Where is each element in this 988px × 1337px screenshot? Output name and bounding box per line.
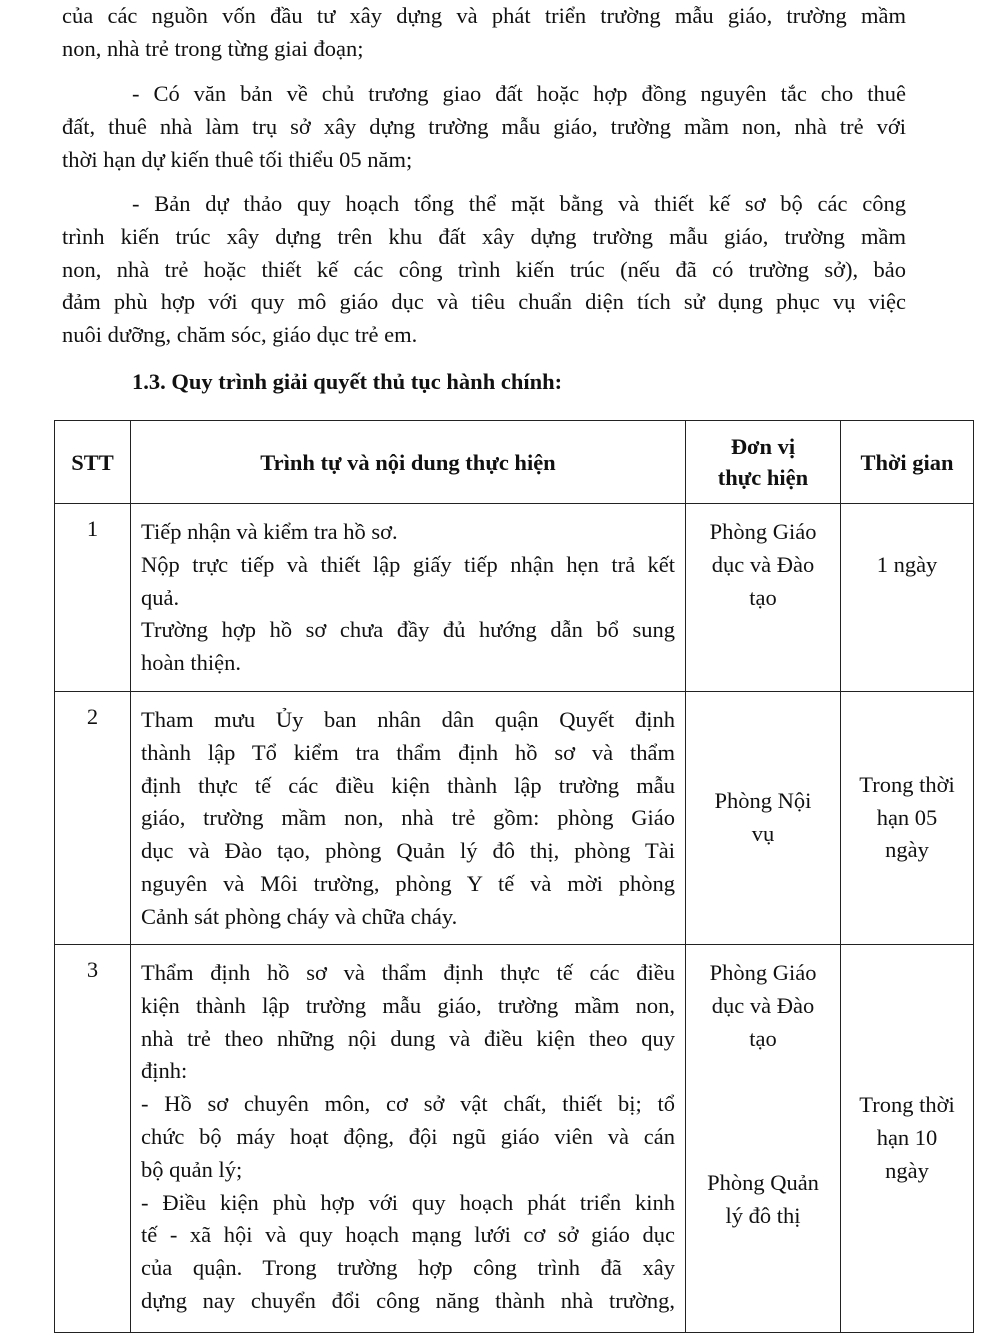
unit-line: vụ xyxy=(751,821,775,846)
unit-group-urban xyxy=(686,1167,840,1233)
row-content xyxy=(131,504,686,692)
time-line: Trong thời xyxy=(859,1092,955,1117)
content-line: thành lập Tổ kiểm tra thẩm định hồ sơ và thẩm xyxy=(141,739,675,765)
unit-line: tạo xyxy=(749,584,777,610)
content-line: dựng nay chuyển đổi công năng thành nhà trường, xyxy=(141,1287,675,1313)
text-line: non, nhà trẻ hoặc thiết kế các công trình kiến trúc (nếu đã có trường sở), bảo xyxy=(62,256,906,282)
table-header-row xyxy=(55,421,974,504)
content-line: - Điều kiện phù hợp với quy hoạch phát triển kinh xyxy=(141,1189,675,1215)
intro-paragraph-1 xyxy=(62,0,906,66)
time-line: ngày xyxy=(885,837,929,863)
content-line: bộ quản lý; xyxy=(141,1156,243,1182)
unit-line: Phòng Nội xyxy=(714,788,812,814)
content-line: quả. xyxy=(141,584,180,610)
content-line: Trường hợp hồ sơ chưa đầy đủ hướng dẫn bổ sung xyxy=(141,617,675,643)
content-line: tế - xã hội và quy hoạch mạng lưới cơ sở giáo dục xyxy=(141,1222,675,1248)
row-time xyxy=(841,692,974,945)
content-line: của quận. Trong trường hợp công trình đã xây xyxy=(141,1255,675,1281)
content-line: nguyên và Môi trường, phòng Y tế và mời phòng xyxy=(141,870,675,896)
unit-line: dục và Đào xyxy=(711,992,815,1018)
content-line: Cảnh sát phòng cháy và chữa cháy. xyxy=(141,903,458,929)
content-line: nhà trẻ theo những nội dung và điều kiện theo quy xyxy=(141,1025,675,1051)
table-row xyxy=(55,504,974,692)
content-line: chức bộ máy hoạt động, đội ngũ giáo viên và cán xyxy=(141,1123,675,1149)
unit-line: Phòng Giáo xyxy=(709,519,817,544)
unit-line: tạo xyxy=(749,1025,777,1051)
time-line: hạn 05 xyxy=(876,804,938,830)
row-stt: 1 xyxy=(55,504,131,692)
content-line: hoàn thiện. xyxy=(141,650,241,676)
text-line: nuôi dưỡng, chăm sóc, giáo dục trẻ em. xyxy=(62,322,418,348)
table-row xyxy=(55,945,974,1333)
unit-line: Phòng Quản xyxy=(707,1170,819,1196)
content-line: Nộp trực tiếp và thiết lập giấy tiếp nhận hẹn trả kết xyxy=(141,551,675,577)
row-unit xyxy=(686,945,841,1333)
content-line: dục và Đào tạo, phòng Quản lý đô thị, phòng Tài xyxy=(141,838,675,864)
intro-paragraph-3 xyxy=(62,188,906,352)
content-line: giáo, trường mầm non, nhà trẻ gồm: phòng Giáo xyxy=(141,805,675,831)
row-content xyxy=(131,692,686,945)
text-line: đảm phù hợp với quy mô giáo dục và tiêu chuẩn diện tích sử dụng phục vụ việc xyxy=(62,289,906,315)
content-line: định thực tế các điều kiện thành lập trường mẫu xyxy=(141,772,675,798)
row-time xyxy=(841,504,974,692)
text-line: - Bản dự thảo quy hoạch tổng thể mặt bằng và thiết kế sơ bộ các công xyxy=(132,191,906,216)
header-unit-line: thực hiện xyxy=(717,465,809,490)
time-line: ngày xyxy=(885,1157,929,1183)
content-line: Tham mưu Ủy ban nhân dân quận Quyết định xyxy=(141,707,675,732)
header-stt: STT xyxy=(55,421,131,504)
text-line: trình kiến trúc xây dựng trên khu đất xây dựng trường mẫu giáo, trường mầm xyxy=(62,223,906,249)
content-line: Thẩm định hồ sơ và thẩm định thực tế các điều xyxy=(141,960,675,985)
table-row xyxy=(55,692,974,945)
text-line: của các nguồn vốn đầu tư xây dựng và phát triển trường mẫu giáo, trường mầm xyxy=(62,3,906,28)
time-line: Trong thời xyxy=(859,771,955,797)
unit-line: lý đô thị xyxy=(725,1203,801,1229)
header-unit-line: Đơn vị xyxy=(730,434,796,459)
header-content: Trình tự và nội dung thực hiện xyxy=(131,421,686,504)
header-time: Thời gian xyxy=(841,421,974,504)
text-line: non, nhà trẻ trong từng giai đoạn; xyxy=(62,35,364,61)
content-line: định: xyxy=(141,1058,188,1084)
content-line: kiện thành lập trường mẫu giáo, trường mầm non, xyxy=(141,992,675,1018)
content-line: - Hồ sơ chuyên môn, cơ sở vật chất, thiết bị; tổ xyxy=(141,1091,675,1117)
content-line: Tiếp nhận và kiểm tra hồ sơ. xyxy=(141,519,398,544)
text-line: thời hạn dự kiến thuê tối thiểu 05 năm; xyxy=(62,146,413,172)
header-unit xyxy=(686,421,841,504)
row-unit xyxy=(686,692,841,945)
text-line: đất, thuê nhà làm trụ sở xây dựng trường mẫu giáo, trường mầm non, nhà trẻ với xyxy=(62,113,906,139)
time-line: hạn 10 xyxy=(876,1124,938,1150)
time-line: 1 ngày xyxy=(876,552,938,577)
row-time xyxy=(841,945,974,1333)
text-line: - Có văn bản về chủ trương giao đất hoặc hợp đồng nguyên tắc cho thuê xyxy=(132,81,906,106)
unit-line: Phòng Giáo xyxy=(709,960,817,985)
row-unit xyxy=(686,504,841,692)
unit-line: dục và Đào xyxy=(711,551,815,577)
unit-group-education xyxy=(686,957,840,1055)
procedure-table xyxy=(54,420,974,1333)
section-heading: 1.3. Quy trình giải quyết thủ tục hành chính: xyxy=(132,369,563,394)
row-content xyxy=(131,945,686,1333)
row-stt: 3 xyxy=(55,945,131,1333)
intro-paragraph-2 xyxy=(62,78,906,176)
row-stt: 2 xyxy=(55,692,131,945)
